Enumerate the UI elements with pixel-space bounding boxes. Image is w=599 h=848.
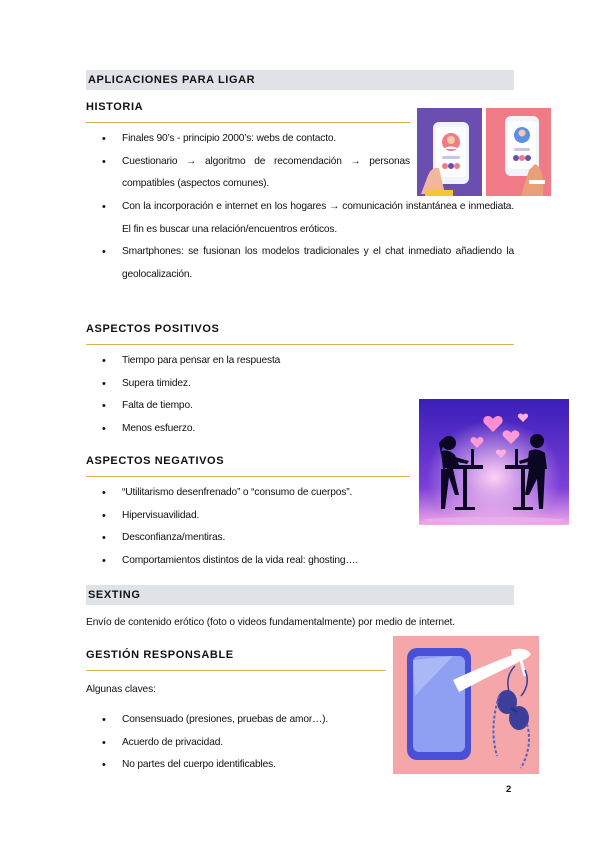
list-item: • Consensuado (presiones, pruebas de amor…).	[86, 709, 386, 732]
list-item: • Menos esfuerzo.	[86, 418, 406, 441]
negativos-list	[86, 482, 416, 572]
section-banner-apps: APLICACIONES PARA LIGAR	[86, 70, 514, 90]
list-item: • Finales 90’s - principio 2000’s: webs de contacto.	[86, 128, 410, 151]
list-item: • Hipervisuavilidad.	[86, 505, 416, 528]
online-date-image	[419, 399, 569, 525]
dating-app-illustration	[417, 108, 551, 196]
gestion-list	[86, 709, 386, 777]
heading-underline	[86, 476, 410, 477]
online-date-illustration	[419, 399, 569, 525]
historia-list-wide	[86, 196, 514, 286]
list-item: • Cuestionario → algoritmo de recomendación → personas compatibles (aspectos comunes).	[86, 151, 410, 196]
heading-aspectos-positivos: ASPECTOS POSITIVOS	[86, 323, 220, 335]
dating-app-image	[417, 108, 551, 196]
historia-list	[86, 128, 410, 196]
heading-historia: HISTORIA	[86, 101, 144, 113]
list-item: • “Utilitarismo desenfrenado” o “consumo de cuerpos”.	[86, 482, 416, 505]
list-item: • Comportamientos distintos de la vida real: ghosting….	[86, 550, 416, 573]
list-item: • Acuerdo de privacidad.	[86, 732, 386, 755]
heading-aspectos-negativos: ASPECTOS NEGATIVOS	[86, 455, 225, 467]
heading-underline	[86, 122, 410, 123]
list-item: • Desconfianza/mentiras.	[86, 527, 416, 550]
sexting-image	[393, 636, 539, 774]
list-item: • No partes del cuerpo identificables.	[86, 754, 386, 777]
page-number: 2	[506, 784, 512, 795]
list-item: • Smartphones: se fusionan los modelos tradicionales y el chat inmediato añadiendo la geolocalización.	[86, 241, 514, 286]
list-item: • Tiempo para pensar en la respuesta	[86, 350, 406, 373]
heading-underline	[86, 344, 514, 345]
list-item: • Falta de tiempo.	[86, 395, 406, 418]
heading-underline	[86, 670, 386, 671]
gestion-intro: Algunas claves:	[86, 684, 156, 695]
sexting-illustration	[393, 636, 539, 774]
list-item: • Supera timidez.	[86, 373, 406, 396]
positivos-list	[86, 350, 406, 440]
sexting-definition: Envío de contenido erótico (foto o videos fundamentalmente) por medio de internet.	[86, 617, 455, 628]
list-item: • Con la incorporación e internet en los hogares → comunicación instantánea e inmediata. El fin es buscar una relación/encuentros eróticos.	[86, 196, 514, 241]
heading-gestion-responsable: GESTIÓN RESPONSABLE	[86, 649, 234, 661]
section-banner-sexting: SEXTING	[86, 585, 514, 605]
